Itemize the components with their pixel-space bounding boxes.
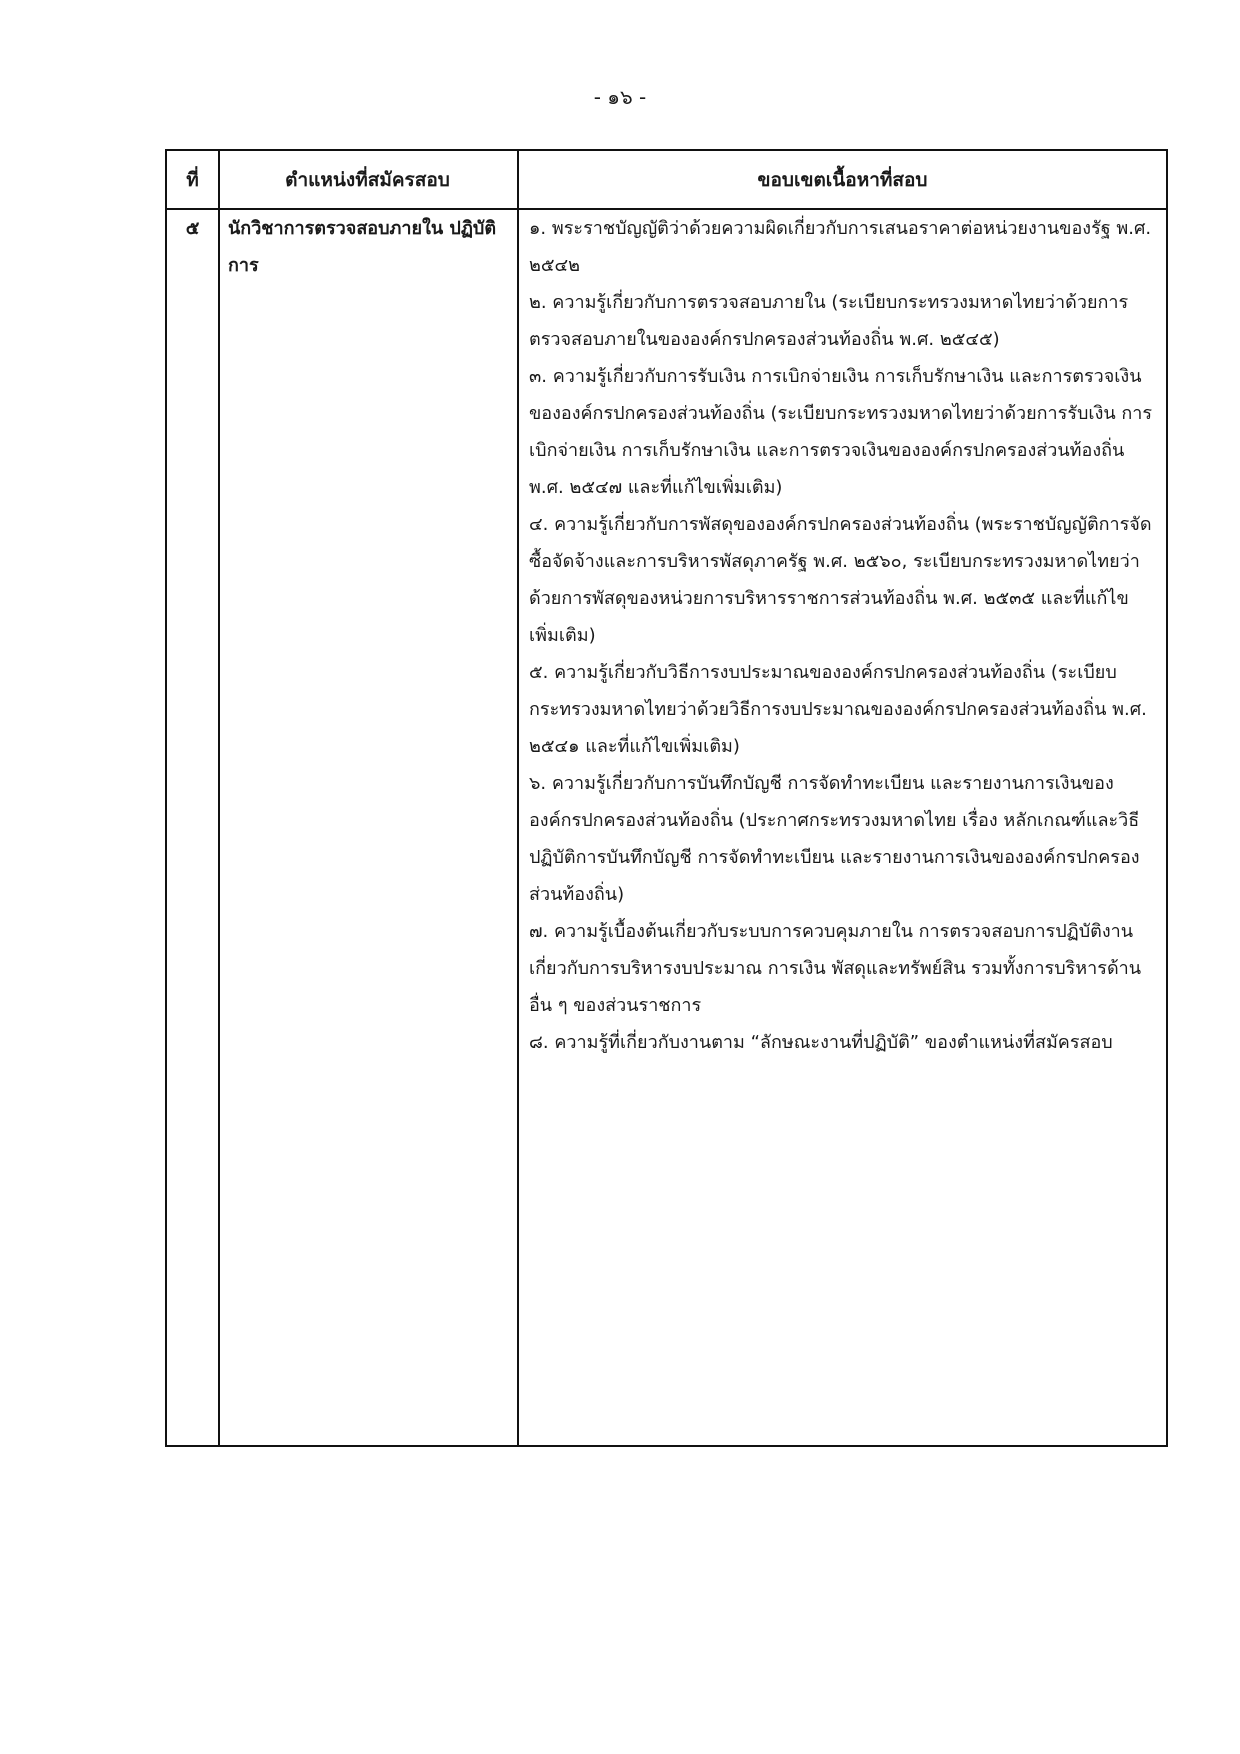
scope-item: ๓. ความรู้เกี่ยวกับการรับเงิน การเบิกจ่ายเงิน การเก็บรักษาเงิน และการตรวจเงินขององค์กรปกครองส่วนท้องถิ่น (ระเบียบกระทรวงมหาดไทยว่าด้วยการรับเงิน การเบิกจ่ายเงิน การเก็บรักษาเงิน และการตรวจเงินขององค์กรปกครองส่วนท้องถิ่น พ.ศ. ๒๕๔๗ และที่แก้ไขเพิ่มเติม) <box>529 366 1153 498</box>
row-number: ๕ <box>185 218 200 239</box>
scope-list <box>517 210 1168 1061</box>
scope-item: ๔. ความรู้เกี่ยวกับการพัสดุขององค์กรปกครองส่วนท้องถิ่น (พระราชบัญญัติการจัดซื้อจัดจ้างและการบริหารพัสดุภาครัฐ พ.ศ. ๒๕๖๐, ระเบียบกระทรวงมหาดไทยว่าด้วยการพัสดุของหน่วยการบริหารราชการส่วนท้องถิ่น พ.ศ. ๒๕๓๕ และที่แก้ไขเพิ่มเติม) <box>529 514 1152 646</box>
scope-item: ๘. ความรู้ที่เกี่ยวกับงานตาม “ลักษณะงานที่ปฏิบัติ” ของตำแหน่งที่สมัครสอบ <box>529 1032 1113 1053</box>
position-title: นักวิชาการตรวจสอบภายใน ปฏิบัติการ <box>228 218 497 276</box>
scope-item: ๖. ความรู้เกี่ยวกับการบันทึกบัญชี การจัดทำทะเบียน และรายงานการเงินขององค์กรปกครองส่วนท้องถิ่น (ประกาศกระทรวงมหาดไทย เรื่อง หลักเกณฑ์และวิธีปฏิบัติการบันทึกบัญชี การจัดทำทะเบียน และรายงานการเงินขององค์กรปกครองส่วนท้องถิ่น) <box>529 773 1140 905</box>
header-scope: ขอบเขตเนื้อหาที่สอบ <box>757 168 928 191</box>
scope-item: ๑. พระราชบัญญัติว่าด้วยความผิดเกี่ยวกับการเสนอราคาต่อหน่วยงานของรัฐ พ.ศ. ๒๕๔๒ <box>529 218 1152 276</box>
header-no: ที่ <box>186 168 199 191</box>
scope-item: ๒. ความรู้เกี่ยวกับการตรวจสอบภายใน (ระเบียบกระทรวงมหาดไทยว่าด้วยการตรวจสอบภายในขององค์กรปกครองส่วนท้องถิ่น พ.ศ. ๒๕๔๕) <box>529 292 1129 350</box>
scope-item: ๕. ความรู้เกี่ยวกับวิธีการงบประมาณขององค์กรปกครองส่วนท้องถิ่น (ระเบียบกระทรวงมหาดไทยว่าด้วยวิธีการงบประมาณขององค์กรปกครองส่วนท้องถิ่น พ.ศ. ๒๕๔๑ และที่แก้ไขเพิ่มเติม) <box>529 662 1147 757</box>
exam-scope-table <box>165 149 1168 1447</box>
column-divider <box>218 151 220 1445</box>
page-number: - ๑๖ - <box>593 85 647 109</box>
scope-item: ๗. ความรู้เบื้องต้นเกี่ยวกับระบบการควบคุมภายใน การตรวจสอบการปฏิบัติงานเกี่ยวกับการบริหารงบประมาณ การเงิน พัสดุและทรัพย์สิน รวมทั้งการบริหารด้านอื่น ๆ ของส่วนราชการ <box>529 921 1142 1016</box>
header-position: ตำแหน่งที่สมัครสอบ <box>285 168 450 191</box>
